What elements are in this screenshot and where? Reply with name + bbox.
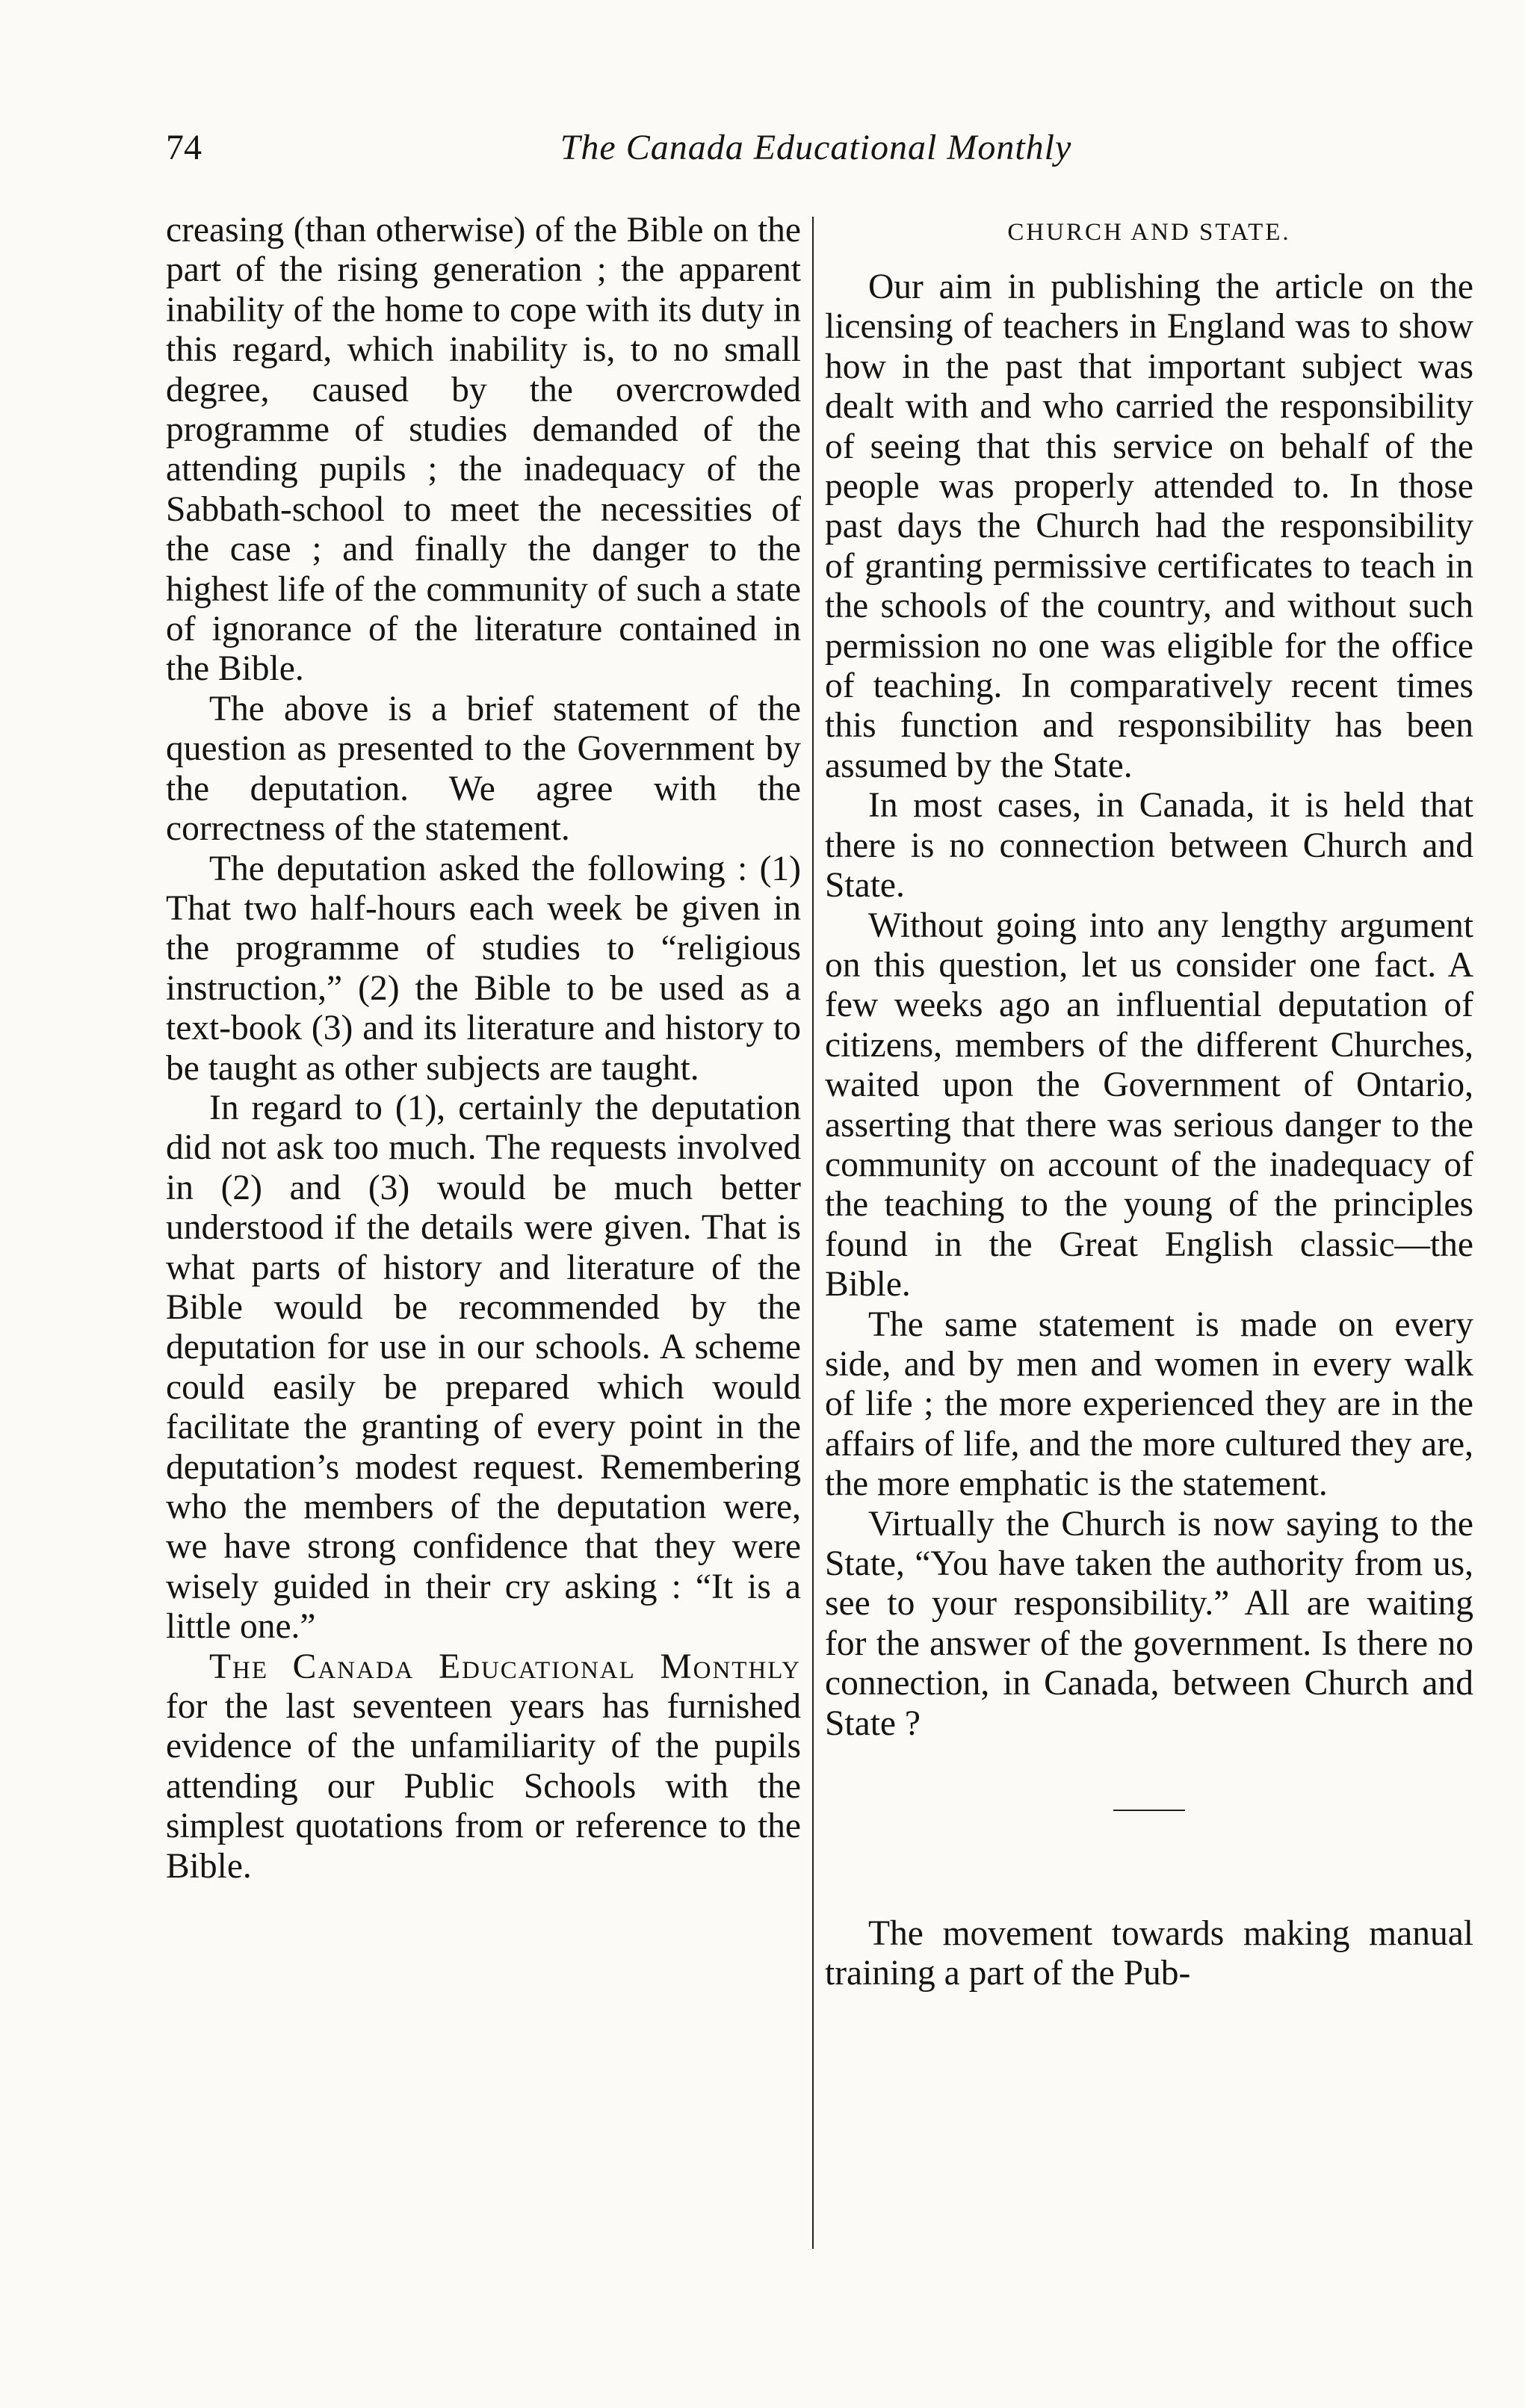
paragraph: The deputation asked the following : (1) That two half-hours each week be given in the programme of studies to “religious instruction,” (2) the Bible to be used as a text-book (3) and its literature and history to be taught as other subjects are taught. [166,849,801,1088]
right-column [825,211,1473,1994]
section-rule [1113,1810,1185,1811]
paragraph: Our aim in publishing the article on the licensing of teachers in England was to show how in the past that important subject was dealt with and who carried the responsibility of seeing that this service on behalf of the people was properly attended to. In those past days the Church had the responsibility of granting permissive certificates to teach in the schools of the country, and without such permission no one was eligible for the office of teaching. In comparatively recent times this function and responsibility has been assumed by the State. [825,267,1473,785]
paragraph: In most cases, in Canada, it is held that there is no connection between Church and State. [825,786,1473,906]
paragraph: Without going into any lengthy argument on this question, let us consider one fact. A few weeks ago an influential deputation of citizens, members of the different Churches, waited upon the Government of Ontario, asserting that there was serious danger to the community on account of the inadequacy of the teaching to the young of the principles found in the Great English classic—the Bible. [825,906,1473,1304]
page-number: 74 [166,128,202,167]
paragraph-monthly [166,1647,801,1887]
paragraph: The above is a brief statement of the question as presented to the Government by the deputation. We agree with the correctness of the statement. [166,689,801,849]
left-column [166,211,801,1887]
paragraph: Virtually the Church is now saying to the State, “You have taken the authority from us, see to your responsibility.” All are waiting for the answer of the government. Is there no connection, in Canada, between Church and State ? [825,1504,1473,1743]
paragraph: The movement towards making manual training a part of the Pub- [825,1914,1473,1993]
column-divider [812,217,814,2249]
paragraph-text: for the last seventeen years has furnished evidence of the unfamiliarity of the pupils attending our Public Schools with the simplest quotations from or reference to the Bible. [166,1687,801,1886]
section-heading: CHURCH AND STATE. [1007,219,1291,246]
paragraph: The same statement is made on every side, and by men and women in every walk of life ; the more experienced they are in the affairs of life, and the more cultured they are, the more emphatic is the statement. [825,1304,1473,1504]
journal-name-smallcaps: The Canada Educational Monthly [209,1647,801,1686]
running-head [166,126,1466,178]
journal-title: The Canada Educational Monthly [560,128,1072,167]
paragraph: creasing (than otherwise) of the Bible on the part of the rising generation ; the apparent inability of the home to cope with its duty in this regard, which inability is, to no small degree, caused by the overcrowded programme of studies demanded of the attending pupils ; the inadequacy of the Sabbath-school to meet the necessities of the case ; and finally the danger to the highest life of the community of such a state of ignorance of the literature contained in the Bible. [166,211,801,689]
paragraph: In regard to (1), certainly the deputation did not ask too much. The requests involved in (2) and (3) would be much better understood if the details were given. That is what parts of history and literature of the Bible would be recommended by the deputation for use in our schools. A scheme could easily be prepared which would facilitate the granting of every point in the deputation’s modest request. Remembering who the members of the deputation were, we have strong confidence that they were wisely guided in their cry asking : “It is a little one.” [166,1088,801,1647]
